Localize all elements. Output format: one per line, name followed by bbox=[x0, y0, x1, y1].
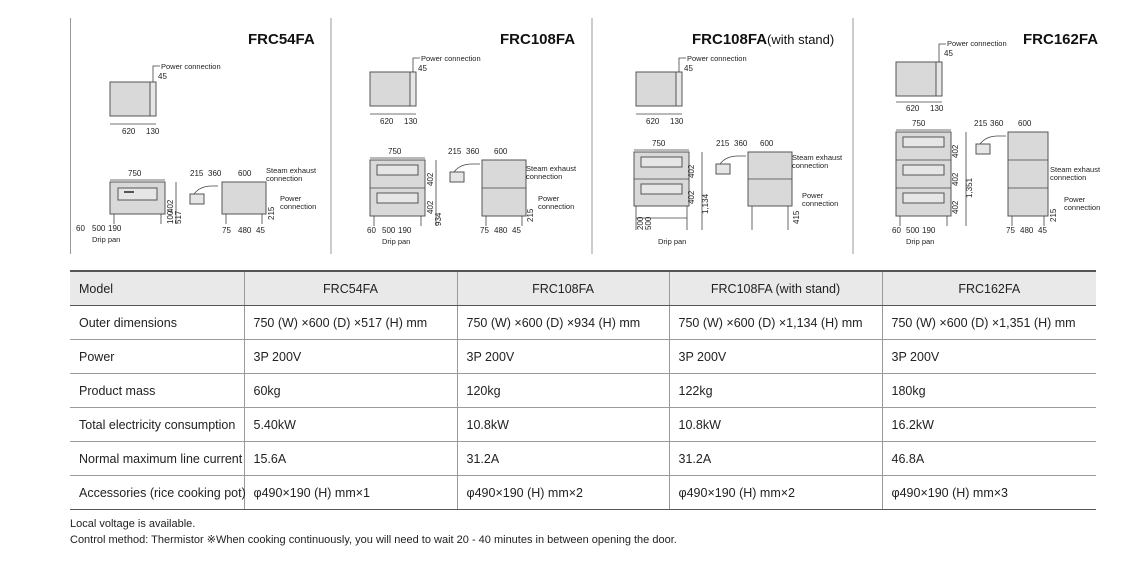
drip-pan-label: Drip pan bbox=[906, 237, 935, 246]
dim-label: 500 bbox=[92, 224, 106, 233]
dim-label: 750 bbox=[652, 139, 666, 148]
dim-label: 60 bbox=[892, 226, 901, 235]
dim-label: 360 bbox=[466, 147, 480, 156]
diagram-title: FRC54FA bbox=[248, 31, 315, 48]
dim-label: 100 bbox=[166, 210, 175, 224]
dim-label: 402 bbox=[687, 164, 696, 178]
top-view-connector bbox=[150, 82, 156, 116]
dim-label: 215 bbox=[716, 139, 730, 148]
dim-label: 402 bbox=[426, 200, 435, 214]
row-label: Product mass bbox=[70, 374, 244, 408]
dim-label: 75 bbox=[222, 226, 231, 235]
table-cell: 3P 200V bbox=[669, 340, 882, 374]
dim-label: 402 bbox=[166, 199, 175, 213]
steam-exhaust-label: Steam exhaust bbox=[526, 164, 577, 173]
dim-label: 480 bbox=[238, 226, 252, 235]
table-row bbox=[70, 340, 1096, 374]
table-cell: 16.2kW bbox=[882, 408, 1096, 442]
side-power-label: Power bbox=[1064, 195, 1086, 204]
dim-label: 600 bbox=[760, 139, 774, 148]
table-cell: 3P 200V bbox=[457, 340, 669, 374]
table-cell: 31.2A bbox=[457, 442, 669, 476]
diagram-frc54fa bbox=[76, 31, 317, 244]
dim-label: 190 bbox=[922, 226, 936, 235]
front-view-door bbox=[118, 188, 157, 200]
dim-label: 75 bbox=[480, 226, 489, 235]
diagram-title: FRC162FA bbox=[1023, 31, 1099, 48]
dim-label: 130 bbox=[404, 117, 418, 126]
top-view-unit bbox=[370, 72, 410, 106]
dim-label: 934 bbox=[434, 212, 443, 226]
dim-label: 480 bbox=[1020, 226, 1034, 235]
dim-label: 45 bbox=[1038, 226, 1047, 235]
steam-exhaust-label: Steam exhaust bbox=[266, 166, 317, 175]
dim-label: 415 bbox=[792, 210, 801, 224]
steam-pipe bbox=[194, 186, 218, 194]
table-header-row bbox=[70, 271, 1096, 306]
row-label: Accessories (rice cooking pot) bbox=[70, 476, 244, 510]
dim-label: 517 bbox=[174, 210, 183, 224]
side-view-unit bbox=[1008, 132, 1048, 216]
dim-label: 75 bbox=[1006, 226, 1015, 235]
table-cell: 750 (W) ×600 (D) ×1,351 (H) mm bbox=[882, 306, 1096, 340]
header-frc108fa: FRC108FA bbox=[457, 271, 669, 306]
dim-label: 215 bbox=[526, 208, 535, 222]
steam-pipe bbox=[980, 136, 1006, 144]
dim-label: 620 bbox=[646, 117, 660, 126]
dim-label: 620 bbox=[380, 117, 394, 126]
dim-label: 1,351 bbox=[965, 177, 974, 198]
dim-label: 750 bbox=[128, 169, 142, 178]
dim-label: 45 bbox=[158, 72, 167, 81]
side-power-label: connection bbox=[538, 202, 575, 211]
header-model: Model bbox=[70, 271, 244, 306]
dim-label: 45 bbox=[684, 64, 693, 73]
power-connection-label: Power connection bbox=[687, 54, 747, 63]
table-cell: 750 (W) ×600 (D) ×934 (H) mm bbox=[457, 306, 669, 340]
row-label: Power bbox=[70, 340, 244, 374]
top-view-unit bbox=[896, 62, 936, 96]
steam-exhaust-label: connection bbox=[792, 161, 829, 170]
dim-label: 500 bbox=[382, 226, 396, 235]
dim-label: 215 bbox=[1049, 208, 1058, 222]
table-cell: φ490×190 (H) mm×1 bbox=[244, 476, 457, 510]
dim-label: 190 bbox=[398, 226, 412, 235]
side-power-label: connection bbox=[1064, 203, 1101, 212]
table-cell: 15.6A bbox=[244, 442, 457, 476]
dim-label: 45 bbox=[944, 49, 953, 58]
dim-label: 45 bbox=[418, 64, 427, 73]
table-cell: 120kg bbox=[457, 374, 669, 408]
dim-label: 750 bbox=[912, 119, 926, 128]
dim-label: 360 bbox=[208, 169, 222, 178]
table-cell: 46.8A bbox=[882, 442, 1096, 476]
table-cell: 60kg bbox=[244, 374, 457, 408]
dim-label: 402 bbox=[951, 144, 960, 158]
dim-label: 360 bbox=[990, 119, 1004, 128]
dim-label: 600 bbox=[1018, 119, 1032, 128]
note-voltage: Local voltage is available. bbox=[70, 518, 196, 530]
table-cell: 31.2A bbox=[669, 442, 882, 476]
dim-label: 360 bbox=[734, 139, 748, 148]
steam-pipe bbox=[454, 164, 480, 172]
diagram-frc108fa-stand bbox=[634, 31, 843, 246]
header-frc108fa-stand: FRC108FA (with stand) bbox=[669, 271, 882, 306]
power-connection-label: Power connection bbox=[161, 62, 221, 71]
dim-label: 480 bbox=[494, 226, 508, 235]
table-row bbox=[70, 476, 1096, 510]
steam-exhaust-label: connection bbox=[266, 174, 303, 183]
table-row bbox=[70, 306, 1096, 340]
side-power-label: connection bbox=[280, 202, 317, 211]
table-row bbox=[70, 408, 1096, 442]
dim-label: 60 bbox=[76, 224, 85, 233]
steam-exhaust-label: Steam exhaust bbox=[1050, 165, 1101, 174]
dim-label: 750 bbox=[388, 147, 402, 156]
dim-label: 500 bbox=[906, 226, 920, 235]
diagram-frc162fa bbox=[892, 31, 1101, 246]
table-cell: φ490×190 (H) mm×2 bbox=[669, 476, 882, 510]
dim-label: 130 bbox=[670, 117, 684, 126]
table-cell: 180kg bbox=[882, 374, 1096, 408]
table-cell: 750 (W) ×600 (D) ×1,134 (H) mm bbox=[669, 306, 882, 340]
door-handle bbox=[124, 191, 134, 193]
side-power-label: Power bbox=[538, 194, 560, 203]
diagram-frc108fa bbox=[367, 31, 577, 246]
top-view-unit bbox=[636, 72, 676, 106]
diagram-title: FRC108FA bbox=[500, 31, 576, 48]
dim-label: 215 bbox=[190, 169, 204, 178]
side-view-unit bbox=[222, 182, 266, 214]
table-cell: 122kg bbox=[669, 374, 882, 408]
dim-label: 190 bbox=[108, 224, 122, 233]
row-label: Normal maximum line current bbox=[70, 442, 244, 476]
top-view-unit bbox=[110, 82, 150, 116]
dim-label: 402 bbox=[687, 190, 696, 204]
drip-pan-label: Drip pan bbox=[92, 235, 121, 244]
table-cell: 750 (W) ×600 (D) ×517 (H) mm bbox=[244, 306, 457, 340]
footnotes bbox=[70, 516, 677, 548]
dim-label: 130 bbox=[146, 127, 160, 136]
diagram-title: FRC108FA(with stand) bbox=[692, 31, 835, 48]
row-label: Total electricity consumption bbox=[70, 408, 244, 442]
dim-label: 402 bbox=[951, 200, 960, 214]
side-power-label: connection bbox=[802, 199, 839, 208]
dim-label: 200 bbox=[636, 216, 645, 230]
drip-pan-label: Drip pan bbox=[382, 237, 411, 246]
steam-exhaust-label: connection bbox=[1050, 173, 1087, 182]
steam-exhaust-label: connection bbox=[526, 172, 563, 181]
note-control-method: Control method: Thermistor ※When cooking continuously, you will need to wait 20 - 40 minutes in between opening the door. bbox=[70, 534, 677, 546]
table-row bbox=[70, 442, 1096, 476]
steam-exhaust-label: Steam exhaust bbox=[792, 153, 843, 162]
dim-label: 215 bbox=[267, 206, 276, 220]
dim-label: 402 bbox=[951, 172, 960, 186]
dim-label: 215 bbox=[974, 119, 988, 128]
power-connection-label: Power connection bbox=[947, 39, 1007, 48]
dim-label: 600 bbox=[494, 147, 508, 156]
dim-label: 45 bbox=[512, 226, 521, 235]
table-cell: φ490×190 (H) mm×2 bbox=[457, 476, 669, 510]
dim-label: 620 bbox=[122, 127, 136, 136]
drip-pan-label: Drip pan bbox=[658, 237, 687, 246]
dim-label: 500 bbox=[644, 216, 653, 230]
steam-hood bbox=[190, 194, 204, 204]
table-cell: 3P 200V bbox=[244, 340, 457, 374]
table-cell: 3P 200V bbox=[882, 340, 1096, 374]
table-cell: 10.8kW bbox=[457, 408, 669, 442]
steam-pipe bbox=[720, 156, 746, 164]
table-row bbox=[70, 374, 1096, 408]
power-connection-label: Power connection bbox=[421, 54, 481, 63]
dim-label: 60 bbox=[367, 226, 376, 235]
row-label: Outer dimensions bbox=[70, 306, 244, 340]
dim-label: 130 bbox=[930, 104, 944, 113]
side-power-label: Power bbox=[802, 191, 824, 200]
table-cell: 10.8kW bbox=[669, 408, 882, 442]
dimension-diagrams bbox=[70, 18, 1101, 254]
dim-label: 600 bbox=[238, 169, 252, 178]
table-cell: 5.40kW bbox=[244, 408, 457, 442]
spec-table bbox=[70, 270, 1096, 510]
header-frc162fa: FRC162FA bbox=[882, 271, 1096, 306]
dim-label: 45 bbox=[256, 226, 265, 235]
dim-label: 620 bbox=[906, 104, 920, 113]
diagrams-svg bbox=[70, 18, 1101, 254]
side-power-label: Power bbox=[280, 194, 302, 203]
dim-label: 215 bbox=[448, 147, 462, 156]
dim-label: 1,134 bbox=[701, 193, 710, 214]
header-frc54fa: FRC54FA bbox=[244, 271, 457, 306]
table-cell: φ490×190 (H) mm×3 bbox=[882, 476, 1096, 510]
dim-label: 402 bbox=[426, 172, 435, 186]
